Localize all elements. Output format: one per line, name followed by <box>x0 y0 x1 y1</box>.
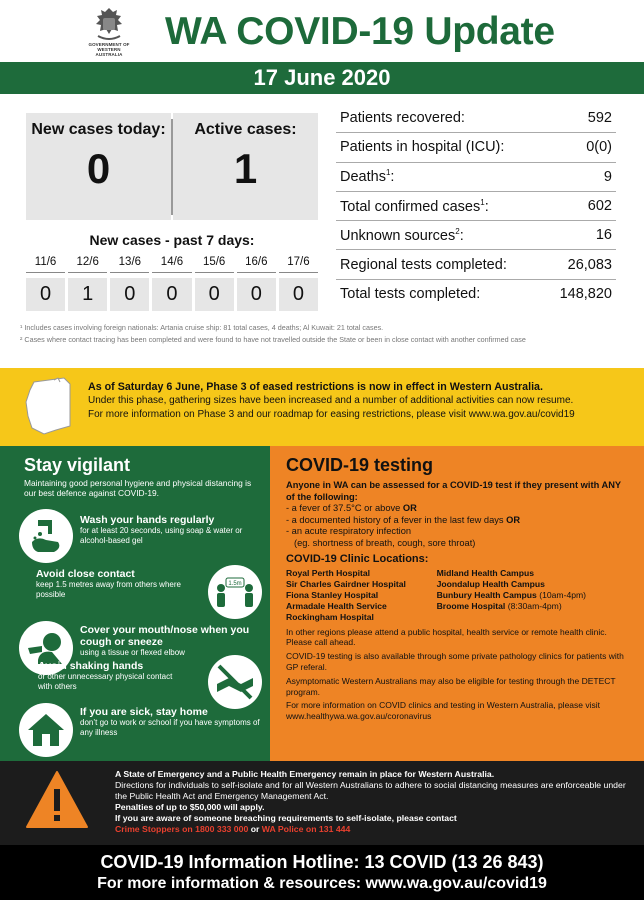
emergency-banner <box>0 761 644 845</box>
restrictions-line2: For more information on Phase 3 and our roadmap for easing restrictions, please visit www.wa.gov.au/covid19 <box>88 409 575 420</box>
page-title: WA COVID-19 Update <box>165 10 555 53</box>
tip-body: don’t go to work or school if you have symptoms of any illness <box>80 718 260 737</box>
stat-label: Patients in hospital (ICU): <box>340 139 505 156</box>
day-cell <box>68 256 107 311</box>
tip-heading: Wash your hands regularly <box>80 514 215 526</box>
day-value: 1 <box>68 278 107 311</box>
symptom-item: - a documented history of a fever in the last few days OR <box>286 514 521 525</box>
restrictions-heading: As of Saturday 6 June, Phase 3 of eased restrictions is now in effect in Western Australia. <box>88 381 543 393</box>
stat-row-deaths <box>336 163 616 192</box>
symptom-item: - an acute respiratory infection <box>286 526 412 536</box>
stats-list <box>336 104 616 309</box>
government-crest-logo <box>84 6 134 58</box>
stat-value: 148,820 <box>559 286 612 303</box>
covid-testing-title: COVID-19 testing <box>286 455 434 475</box>
stay-vigilant-panel <box>0 446 270 761</box>
footnote-1: ¹ Includes cases involving foreign nationals: Artania cruise ship: 81 total cases, 4 deaths; Al Kuwait: 21 total cases. <box>20 323 384 332</box>
stat-value: 592 <box>587 110 612 127</box>
restrictions-banner <box>0 368 644 446</box>
clinic-item: Midland Health Campus <box>436 567 534 578</box>
clinic-name: Sir Charles Gairdner Hospital <box>286 578 406 589</box>
stat-label: Total tests completed: <box>340 286 481 303</box>
stat-row-confirmed <box>336 192 616 221</box>
day-value: 0 <box>279 278 318 311</box>
tip-heading: Avoid close contact <box>36 568 135 580</box>
tip-heading: If you are sick, stay home <box>80 706 208 718</box>
day-cell <box>279 256 318 311</box>
testing-intro: Anyone in WA can be assessed for a COVID-19 test if they present with ANY of the following: <box>286 480 621 502</box>
clinic-name: Rockingham Hospital <box>286 612 374 623</box>
stat-row-hospital <box>336 133 616 162</box>
symptom-list <box>286 503 626 549</box>
tip-avoid-handshake-text <box>38 660 188 692</box>
warning-icon <box>24 769 90 831</box>
stat-value: 16 <box>595 227 612 244</box>
clinic-name: Fiona Stanley Hospital <box>286 589 379 600</box>
day-date: 12/6 <box>68 256 107 273</box>
day-date: 15/6 <box>195 256 234 273</box>
tip-wash-hands <box>18 508 263 566</box>
stat-row-regional-tests <box>336 250 616 279</box>
emergency-text <box>115 769 635 835</box>
tip-avoid-contact <box>18 564 263 622</box>
tip-stay-home <box>18 702 263 760</box>
past-7-days-table <box>26 256 318 311</box>
distancing-icon <box>207 564 263 620</box>
clinic-list <box>286 568 626 624</box>
active-cases-value: 1 <box>233 145 258 192</box>
day-date: 11/6 <box>26 256 65 273</box>
crest-text-line1: GOVERNMENT OF <box>88 42 130 47</box>
crime-stoppers-number: Crime Stoppers on 1800 333 000 <box>115 824 249 834</box>
clinic-column-right <box>437 568 626 624</box>
date-banner: 17 June 2020 <box>0 62 644 94</box>
tip-heading: Avoid shaking hands <box>38 660 144 672</box>
day-cell <box>110 256 149 311</box>
stat-label: Unknown sources$^2$: <box>340 226 464 244</box>
emergency-directions: Directions for individuals to self-isolate and for all Western Australians to adhere to social distancing measures are enforceable under the Public Health Act and Emergency Management Act. <box>115 780 626 801</box>
emergency-heading: A State of Emergency and a Public Health Emergency remain in place for Western Australia. <box>115 769 495 779</box>
emergency-report: If you are aware of someone breaching requirements to self-isolate, please contact <box>115 813 457 823</box>
stat-value: 602 <box>587 198 612 215</box>
stay-vigilant-intro: Maintaining good personal hygiene and physical distancing is our best defence against COVID-19. <box>24 478 252 498</box>
tip-wash-hands-text <box>80 514 260 546</box>
active-cases-box <box>173 113 318 220</box>
footnotes <box>20 323 620 346</box>
hotline-number: COVID-19 Information Hotline: 13 COVID (13 26 843) <box>100 852 544 872</box>
house-icon <box>18 702 74 758</box>
distance-badge: 1.5m <box>228 581 242 587</box>
past-7-days-title: New cases - past 7 days: <box>89 232 255 248</box>
day-cell <box>26 256 65 311</box>
new-cases-value: 0 <box>86 145 111 192</box>
restrictions-text <box>88 380 628 422</box>
tip-body: using a tissue or flexed elbow <box>80 648 185 657</box>
day-date: 13/6 <box>110 256 149 273</box>
clinic-item: Bunbury Health Campus (10am-4pm) <box>436 589 587 600</box>
stay-vigilant-title: Stay vigilant <box>24 455 131 475</box>
hand-washing-icon <box>18 508 74 564</box>
testing-para-1: In other regions please attend a public hospital, health service or remote health clinic. Please call ahead. <box>286 626 607 648</box>
tip-body: keep 1.5 metres away from others where possible <box>36 580 181 599</box>
tip-body: or other unnecessary physical contact with others <box>38 672 173 691</box>
new-cases-label: New cases today: <box>31 121 166 138</box>
day-value: 0 <box>237 278 276 311</box>
stat-row-recovered <box>336 104 616 133</box>
hotline-website: For more information & resources: www.wa.gov.au/covid19 <box>97 875 547 892</box>
testing-para-2: COVID-19 testing is also available through some private pathology clinics for patients with GP referal. <box>286 651 624 672</box>
stat-label: Patients recovered: <box>340 110 465 127</box>
clinic-item: Joondalup Health Campus <box>436 578 545 589</box>
covid-testing-body <box>286 480 626 722</box>
clinic-name: Armadale Health Service <box>286 601 387 612</box>
tip-cover-mouth-text <box>80 624 260 658</box>
day-cell <box>152 256 191 311</box>
symptom-example: (eg. shortness of breath, cough, sore throat) <box>294 537 476 548</box>
new-cases-box <box>26 113 171 220</box>
crest-text-line2: WESTERN AUSTRALIA <box>95 47 123 57</box>
emergency-contacts: Crime Stoppers on 1800 333 000 or WA Police on 131 444 <box>115 824 351 834</box>
day-value: 0 <box>195 278 234 311</box>
tip-body: for at least 20 seconds, using soap & water or alcohol-based gel <box>80 526 243 545</box>
emergency-penalty: Penalties of up to $50,000 will apply. <box>115 802 265 812</box>
clinic-column-left <box>286 568 437 624</box>
footnote-2: ² Cases where contact tracing has been completed and were found to have not travelled outside the State or been in close contact with another confirmed case <box>20 334 526 344</box>
day-value: 0 <box>26 278 65 311</box>
day-value: 0 <box>110 278 149 311</box>
testing-para-4: For more information on COVID clinics and testing in Western Australia, please visit www.healthywa.wa.gov.au/coronavirus <box>286 700 601 722</box>
hotline-footer <box>0 845 644 900</box>
restrictions-line1: Under this phase, gathering sizes have been increased and a number of additional activities can now resume. <box>88 395 574 406</box>
clinic-item: Broome Hospital (8:30am-4pm) <box>436 601 562 612</box>
header <box>0 0 644 62</box>
crest-icon <box>92 6 126 42</box>
tip-heading: Cover your mouth/nose when you cough or sneeze <box>80 624 250 648</box>
clinics-title: COVID-19 Clinic Locations: <box>286 553 429 565</box>
stat-value: 26,083 <box>567 256 612 273</box>
day-date: 17/6 <box>279 256 318 273</box>
testing-para-3: Asymptomatic Western Australians may also be eligible for testing through the DETECT program. <box>286 675 616 697</box>
day-cell <box>237 256 276 311</box>
stat-value: 0(0) <box>586 139 612 156</box>
stat-label: Total confirmed cases$^1$: <box>340 197 489 215</box>
stat-label: Deaths$^1$: <box>340 168 395 186</box>
day-date: 14/6 <box>152 256 191 273</box>
wa-map-icon <box>24 376 74 436</box>
stat-value: 9 <box>603 168 612 185</box>
stat-row-unknown-sources <box>336 221 616 250</box>
tip-stay-home-text <box>80 706 260 738</box>
day-value: 0 <box>152 278 191 311</box>
active-cases-label: Active cases: <box>194 121 297 138</box>
covid-testing-panel <box>270 446 644 761</box>
wa-police-number: WA Police on 131 444 <box>261 824 351 834</box>
day-cell <box>195 256 234 311</box>
tip-avoid-contact-text <box>36 568 186 600</box>
stat-label: Regional tests completed: <box>340 256 507 273</box>
day-date: 16/6 <box>237 256 276 273</box>
symptom-item: - a fever of 37.5°C or above OR <box>286 503 417 513</box>
clinic-name: Royal Perth Hospital <box>286 567 371 578</box>
stat-row-total-tests <box>336 280 616 309</box>
